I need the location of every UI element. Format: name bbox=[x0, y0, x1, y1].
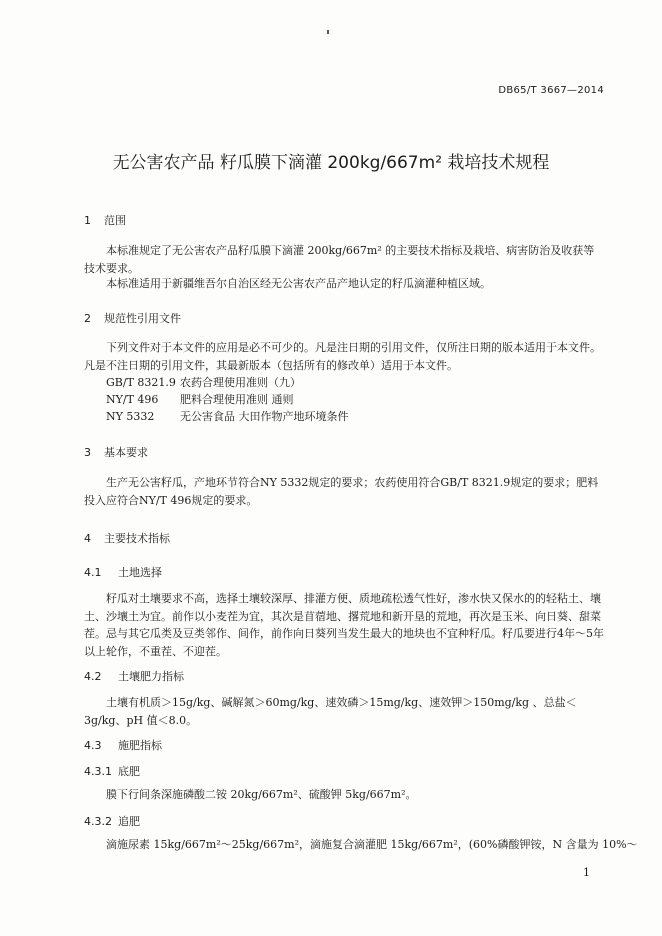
subsection-number: 4.1 bbox=[84, 566, 102, 579]
reference-code: NY/T 496 bbox=[106, 393, 159, 406]
document-code: DB65/T 3667—2014 bbox=[498, 85, 604, 96]
reference-code: GB/T 8321.9 bbox=[106, 376, 176, 389]
subsection-title: 土地选择 bbox=[118, 566, 162, 579]
reference-name: 肥料合理使用准则 通则 bbox=[180, 393, 294, 406]
reference-item bbox=[106, 408, 349, 424]
reference-code: NY 5332 bbox=[106, 410, 155, 423]
section-number: 4 bbox=[84, 532, 91, 545]
document-title: 无公害农产品 籽瓜膜下滴灌 200kg/667m² 栽培技术规程 bbox=[112, 153, 550, 173]
section-4-heading bbox=[84, 530, 170, 546]
subsection-4-3-heading bbox=[84, 737, 162, 753]
subsection-4-3-1-paragraph: 膜下行间条深施磷酸二铵 20kg/667m²、硫酸钾 5kg/667m²。 bbox=[106, 788, 417, 801]
section-3-heading bbox=[84, 444, 148, 460]
subsection-number: 4.3.1 bbox=[84, 765, 112, 778]
section-title: 规范性引用文件 bbox=[104, 312, 181, 325]
subsection-4-3-2-paragraph: 滴施尿素 15kg/667m²～25kg/667m²，滴施复合滴灌肥 15kg/667m²，(60%磷酸钾铵，N 含量为 10%～ bbox=[106, 838, 638, 851]
section-3-paragraph-1: 生产无公害籽瓜，产地环节符合NY 5332规定的要求；农药使用符合GB/T 8321.9规定的要求；肥料投入应符合NY/T 496规定的要求。 bbox=[84, 476, 599, 507]
section-1-heading bbox=[84, 212, 126, 228]
section-number: 2 bbox=[84, 312, 91, 325]
reference-item bbox=[106, 374, 301, 390]
section-2-paragraph-1: 下列文件对于本文件的应用是必不可少的。凡是注日期的引用文件，仅所注日期的版本适用于本文件。凡是不注日期的引用文件，其最新版本（包括所有的修改单）适用于本文件。 bbox=[84, 341, 601, 372]
subsection-number: 4.3 bbox=[84, 739, 102, 752]
page-number: 1 bbox=[583, 866, 590, 879]
subsection-4-2-heading bbox=[84, 668, 184, 684]
subsection-4-1-heading bbox=[84, 564, 162, 580]
subsection-4-3-2-heading bbox=[84, 813, 140, 829]
section-1-paragraph-1: 本标准规定了无公害农产品籽瓜膜下滴灌 200kg/667m² 的主要技术指标及栽培、病害防治及收获等技术要求。 bbox=[84, 244, 595, 275]
subsection-4-1-paragraph: 籽瓜对土壤要求不高，选择土壤较深厚、排灌方便、质地疏松透气性好，渗水快又保水的的轻粘土、壤土、沙壤土为宜。前作以小麦茬为宜，其次是苜蓿地、撂荒地和新开垦的荒地，再次是玉米、向日葵、甜菜茬。忌与其它瓜类及豆类邻作、间作，前作向日葵列当发生最大的地块也不宜种籽瓜。籽瓜要进行4年～5年以上轮作，不重茬、不迎茬。 bbox=[84, 592, 604, 658]
section-title: 基本要求 bbox=[104, 446, 148, 459]
subsection-title: 土壤肥力指标 bbox=[118, 670, 184, 683]
subsection-title: 施肥指标 bbox=[118, 739, 162, 752]
section-number: 3 bbox=[84, 446, 91, 459]
subsection-4-2-paragraph: 土壤有机质＞15g/kg、碱解氮＞60mg/kg、速效磷＞15mg/kg、速效钾＞150mg/kg 、总盐＜3g/kg、pH 值＜8.0。 bbox=[84, 696, 577, 727]
section-1-paragraph-2: 本标准适用于新疆维吾尔自治区经无公害农产品产地认定的籽瓜滴灌种植区域。 bbox=[106, 277, 491, 290]
subsection-title: 追肥 bbox=[118, 815, 140, 828]
section-2-heading bbox=[84, 310, 181, 326]
subsection-number: 4.3.2 bbox=[84, 815, 112, 828]
subsection-title: 底肥 bbox=[118, 765, 140, 778]
section-number: 1 bbox=[84, 214, 91, 227]
subsection-number: 4.2 bbox=[84, 670, 102, 683]
subsection-4-3-1-heading bbox=[84, 763, 140, 779]
reference-item bbox=[106, 391, 294, 407]
reference-name: 农药合理使用准则（九） bbox=[180, 376, 301, 389]
reference-name: 无公害食品 大田作物产地环境条件 bbox=[180, 410, 349, 423]
section-title: 范围 bbox=[104, 214, 126, 227]
section-title: 主要技术指标 bbox=[104, 532, 170, 545]
scan-mark bbox=[327, 30, 329, 34]
